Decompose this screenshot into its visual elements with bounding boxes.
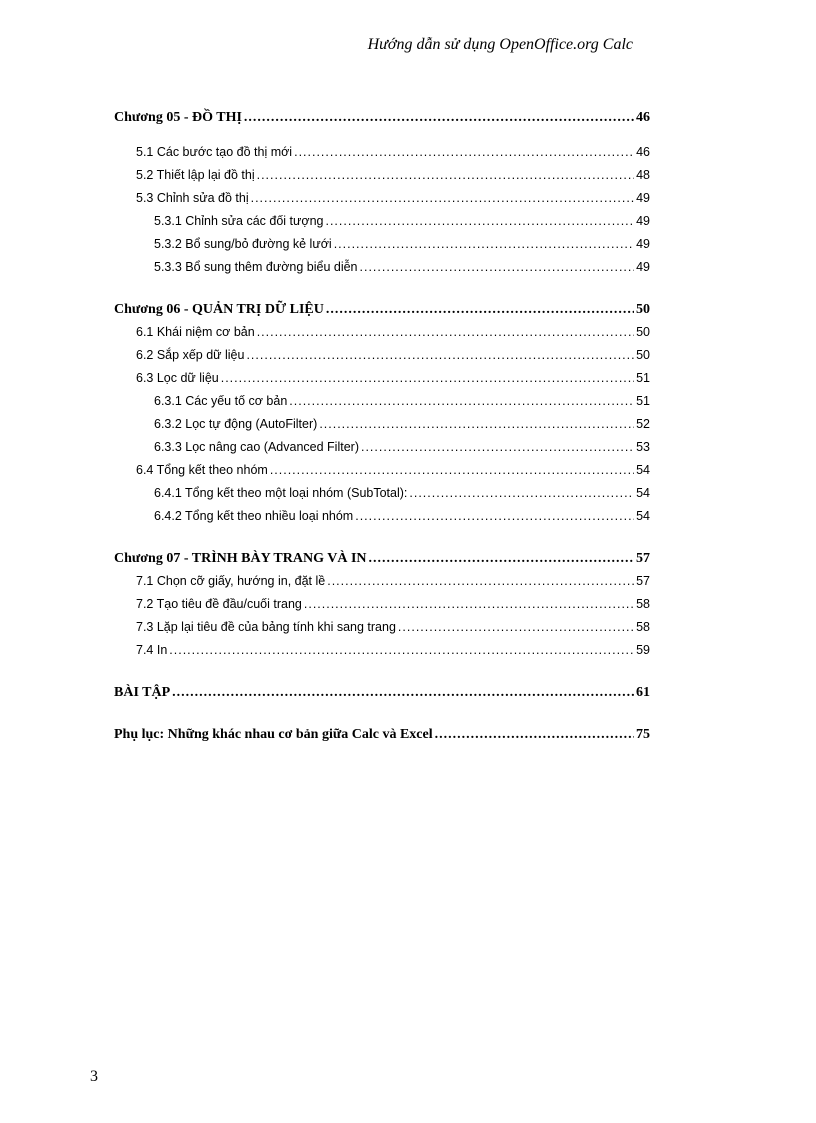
- dot-leader: [398, 616, 634, 639]
- toc-entry[interactable]: [114, 233, 650, 256]
- toc-entry-label: 7.3 Lặp lại tiêu đề của bảng tính khi sang trang: [136, 620, 396, 634]
- dot-leader: [246, 344, 634, 367]
- toc-entry-page: 49: [636, 260, 650, 274]
- dot-leader: [369, 547, 634, 570]
- toc-entry[interactable]: [114, 141, 650, 164]
- toc-entry[interactable]: [114, 321, 650, 344]
- toc-entry-page: 61: [636, 685, 650, 700]
- dot-leader: [319, 413, 634, 436]
- toc-entry[interactable]: [114, 164, 650, 187]
- toc-entry[interactable]: [114, 505, 650, 528]
- toc-entry-page: 53: [636, 440, 650, 454]
- dot-leader: [270, 459, 634, 482]
- dot-leader: [221, 367, 634, 390]
- toc-entry-page: 57: [636, 574, 650, 588]
- toc-entry-page: 51: [636, 394, 650, 408]
- page-number: 3: [90, 1068, 98, 1085]
- toc-entry[interactable]: [114, 593, 650, 616]
- toc-entry-page: 49: [636, 214, 650, 228]
- dot-leader: [326, 298, 634, 321]
- toc-chapter-06[interactable]: [114, 298, 650, 321]
- toc-chapter-05[interactable]: [114, 106, 650, 129]
- dot-leader: [257, 164, 634, 187]
- dot-leader: [169, 639, 634, 662]
- toc-entry-label: 6.3.3 Lọc nâng cao (Advanced Filter): [154, 440, 359, 454]
- toc-entry[interactable]: [114, 256, 650, 279]
- running-header-title: Hướng dẫn sử dụng OpenOffice.org Calc: [367, 36, 633, 53]
- toc-entry-page: 46: [636, 110, 650, 125]
- toc-entry-label: 6.1 Khái niệm cơ bản: [136, 325, 255, 339]
- dot-leader: [325, 210, 634, 233]
- toc-entry-label: Chương 06 - QUẢN TRỊ DỮ LIỆU: [114, 302, 324, 317]
- toc-entry-label: 6.2 Sắp xếp dữ liệu: [136, 348, 245, 362]
- toc-entry-label: Chương 07 - TRÌNH BÀY TRANG VÀ IN: [114, 551, 367, 566]
- table-of-contents: [114, 106, 650, 746]
- dot-leader: [289, 390, 634, 413]
- toc-entry-page: 58: [636, 620, 650, 634]
- toc-entry-label: 6.4.2 Tổng kết theo nhiều loại nhóm: [154, 509, 354, 523]
- dot-leader: [304, 593, 634, 616]
- toc-entry[interactable]: [114, 367, 650, 390]
- toc-entry[interactable]: [114, 344, 650, 367]
- toc-entry-page: 51: [636, 371, 650, 385]
- toc-entry[interactable]: [114, 639, 650, 662]
- toc-entry[interactable]: [114, 187, 650, 210]
- toc-entry[interactable]: [114, 390, 650, 413]
- toc-entry-page: 50: [636, 325, 650, 339]
- toc-entry-label: 5.3 Chỉnh sửa đồ thị: [136, 191, 249, 205]
- toc-entry-label: 5.2 Thiết lập lại đồ thị: [136, 168, 255, 182]
- dot-leader: [327, 570, 634, 593]
- toc-entry-page: 54: [636, 509, 650, 523]
- toc-entry-label: Chương 05 - ĐỒ THỊ: [114, 110, 242, 125]
- toc-entry-label: 7.1 Chọn cỡ giấy, hướng in, đặt lề: [136, 574, 326, 588]
- toc-entry-label: 5.3.3 Bổ sung thêm đường biểu diễn: [154, 260, 358, 274]
- toc-entry-label: 6.3 Lọc dữ liệu: [136, 371, 219, 385]
- toc-entry[interactable]: [114, 482, 650, 505]
- toc-entry-label: 7.2 Tạo tiêu đề đầu/cuối trang: [136, 597, 302, 611]
- toc-entry-label: BÀI TẬP: [114, 685, 171, 700]
- dot-leader: [251, 187, 634, 210]
- toc-entry[interactable]: [114, 413, 650, 436]
- toc-entry[interactable]: [114, 436, 650, 459]
- toc-exercises[interactable]: [114, 681, 650, 704]
- toc-entry-label: Phụ lục: Những khác nhau cơ bản giữa Calc và Excel: [114, 727, 433, 742]
- toc-entry-page: 49: [636, 237, 650, 251]
- toc-appendix[interactable]: [114, 723, 650, 746]
- toc-entry-label: 5.3.2 Bổ sung/bỏ đường kẻ lưới: [154, 237, 332, 251]
- toc-entry[interactable]: [114, 616, 650, 639]
- toc-entry-page: 50: [636, 302, 650, 317]
- dot-leader: [334, 233, 634, 256]
- dot-leader: [435, 723, 634, 746]
- toc-entry-page: 59: [636, 643, 650, 657]
- toc-entry-page: 46: [636, 145, 650, 159]
- toc-entry-page: 52: [636, 417, 650, 431]
- toc-entry-page: 49: [636, 191, 650, 205]
- toc-entry-page: 58: [636, 597, 650, 611]
- toc-entry-page: 48: [636, 168, 650, 182]
- toc-entry[interactable]: [114, 459, 650, 482]
- toc-entry-page: 50: [636, 348, 650, 362]
- dot-leader: [360, 256, 635, 279]
- dot-leader: [244, 106, 634, 129]
- toc-entry-label: 5.1 Các bước tạo đồ thị mới: [136, 145, 293, 159]
- toc-chapter-07[interactable]: [114, 547, 650, 570]
- toc-entry-page: 54: [636, 486, 650, 500]
- toc-entry-label: 6.4 Tổng kết theo nhóm: [136, 463, 268, 477]
- toc-entry-label: 6.4.1 Tổng kết theo một loại nhóm (SubTotal):: [154, 486, 408, 500]
- dot-leader: [294, 141, 634, 164]
- toc-entry-page: 54: [636, 463, 650, 477]
- toc-entry-label: 6.3.1 Các yếu tố cơ bản: [154, 394, 288, 408]
- toc-entry-label: 5.3.1 Chỉnh sửa các đối tượng: [154, 214, 324, 228]
- dot-leader: [257, 321, 634, 344]
- toc-entry-page: 75: [636, 727, 650, 742]
- toc-entry-page: 57: [636, 551, 650, 566]
- toc-entry-label: 6.3.2 Lọc tự động (AutoFilter): [154, 417, 318, 431]
- dot-leader: [361, 436, 634, 459]
- toc-entry-label: 7.4 In: [136, 643, 168, 657]
- toc-entry[interactable]: [114, 570, 650, 593]
- dot-leader: [172, 681, 634, 704]
- toc-entry[interactable]: [114, 210, 650, 233]
- dot-leader: [355, 505, 634, 528]
- dot-leader: [409, 482, 634, 505]
